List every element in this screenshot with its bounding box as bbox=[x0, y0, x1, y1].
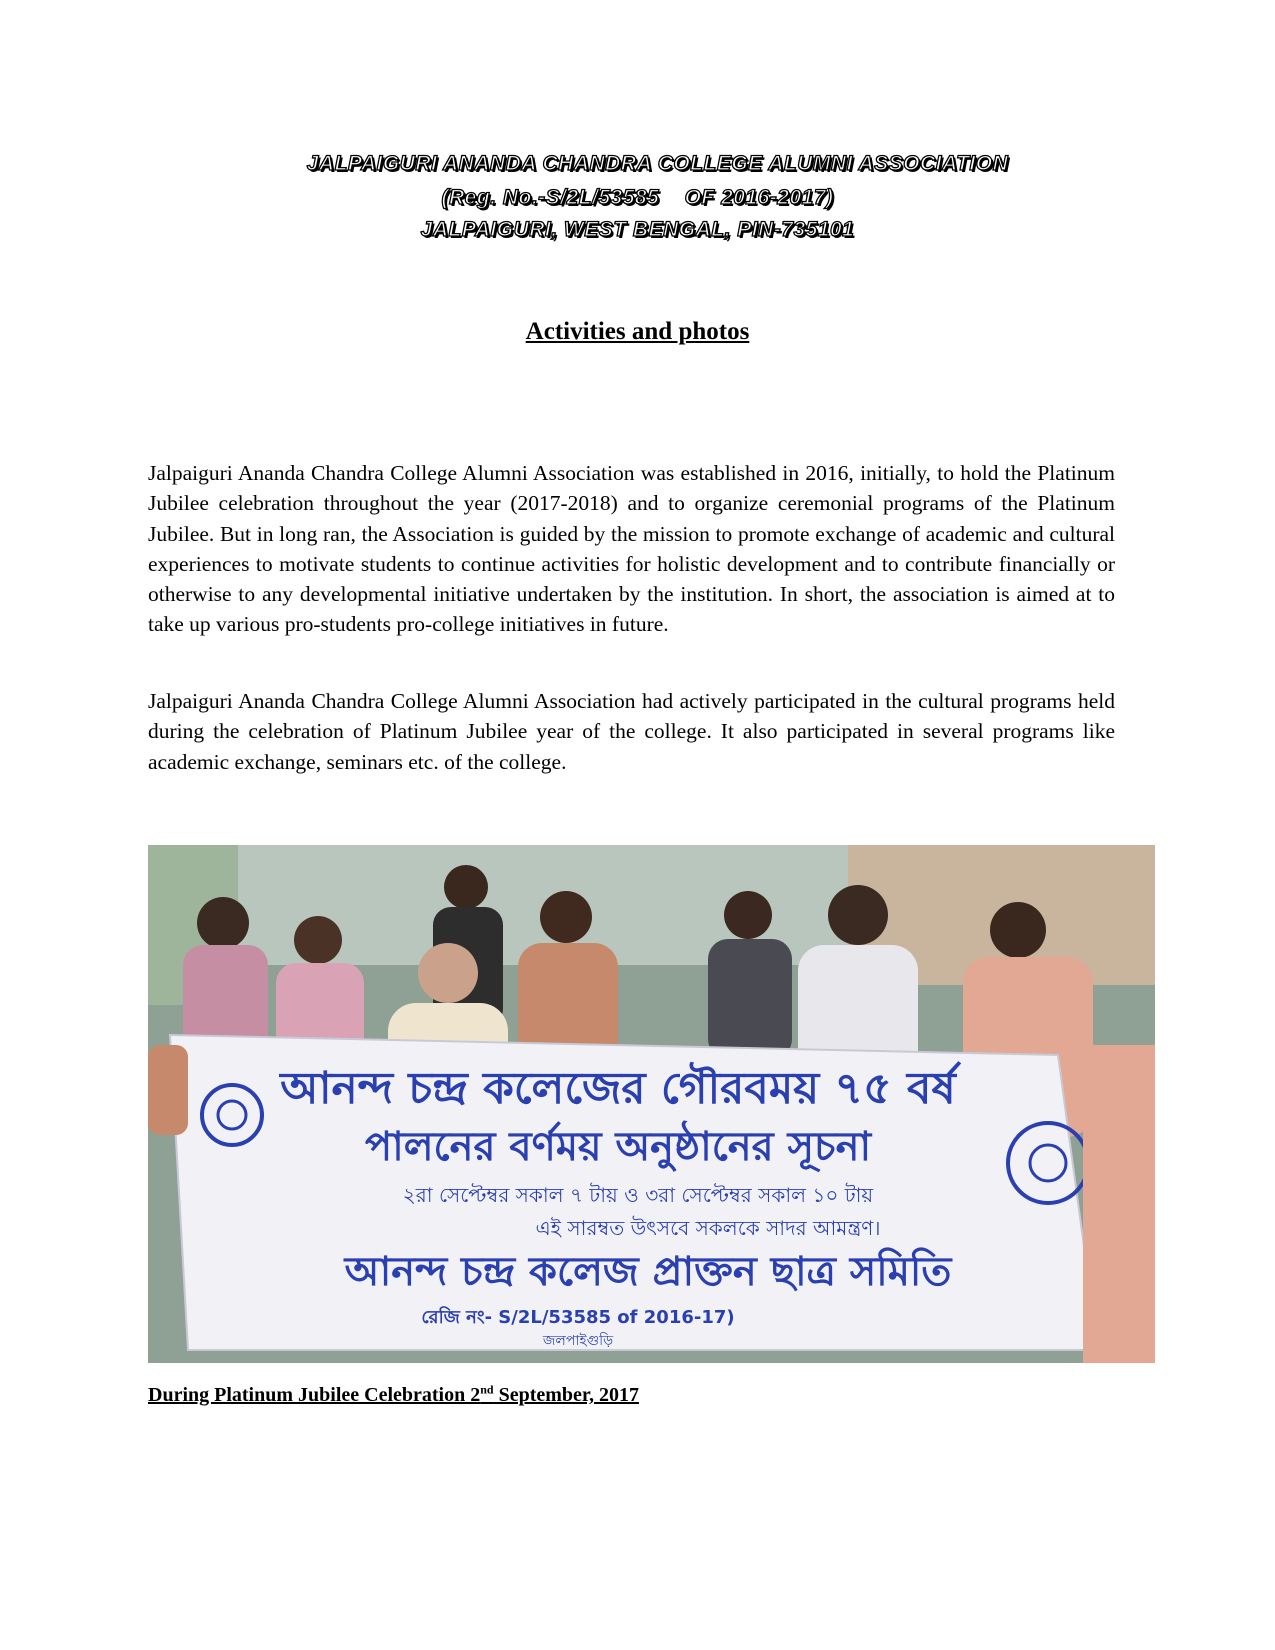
banner-text-line-4: এই সারম্বত উৎসবে সকলকে সাদর আমন্ত্রণ। bbox=[535, 1216, 881, 1240]
banner-text-line-2: পালনের বর্ণময় অনুষ্ঠানের সূচনা bbox=[364, 1124, 872, 1170]
event-photo bbox=[148, 845, 1155, 1363]
banner-text-line-5: আনন্দ চন্দ্র কলেজ প্রাক্তন ছাত্র সমিতি bbox=[344, 1249, 952, 1295]
letterhead-address: JALPAIGURI, WEST BENGAL, PIN-735101 bbox=[420, 218, 855, 241]
banner-text-line-3: ২রা সেপ্টেম্বর সকাল ৭ টায় ও ৩রা সেপ্টেম্বর সকাল ১০ টায় bbox=[402, 1183, 874, 1207]
paragraph-participation: Jalpaiguri Ananda Chandra College Alumni Association had actively participated in the cultural programs held during the celebration of Platinum Jubilee year of the college. It also participated in several programs like academic exchange, seminars etc. of the college. bbox=[148, 689, 1115, 774]
caption-text-end: September, 2017 bbox=[493, 1384, 639, 1406]
page-heading: Activities and photos bbox=[525, 318, 750, 345]
caption-text-start: During Platinum Jubilee Celebration 2 bbox=[148, 1384, 481, 1406]
photo-caption bbox=[148, 1384, 639, 1407]
banner-text-line-7: জলপাইগুড়ি bbox=[542, 1333, 614, 1349]
letterhead-association-name: JALPAIGURI ANANDA CHANDRA COLLEGE ALUMNI ASSOCIATION bbox=[306, 152, 1009, 175]
banner-text-line-6: রেজি নং- S/2L/53585 of 2016-17) bbox=[421, 1307, 735, 1328]
letterhead-registration-number: (Reg. No.-S/2L/53585 OF 2016-2017) bbox=[441, 186, 834, 209]
paragraph-about-association: Jalpaiguri Ananda Chandra College Alumni Association was established in 2016, initially, to hold the Platinum Jubilee celebration throughout the year (2017-2018) and to organize ceremonial programs of the Platinum Jubilee. But in long ran, the Association is guided by the mission to promote exchange of academic and cultural experiences to motivate students to continue activities for holistic development and to contribute financially or otherwise to any developmental initiative undertaken by the institution. In short, the association is aimed at to take up various pro-students pro-college initiatives in future. bbox=[148, 461, 1115, 637]
caption-ordinal-suffix: nd bbox=[480, 1382, 494, 1397]
banner-text-line-1: আনন্দ চন্দ্র কলেজের গৌরবময় ৭৫ বর্ষ bbox=[280, 1063, 956, 1114]
